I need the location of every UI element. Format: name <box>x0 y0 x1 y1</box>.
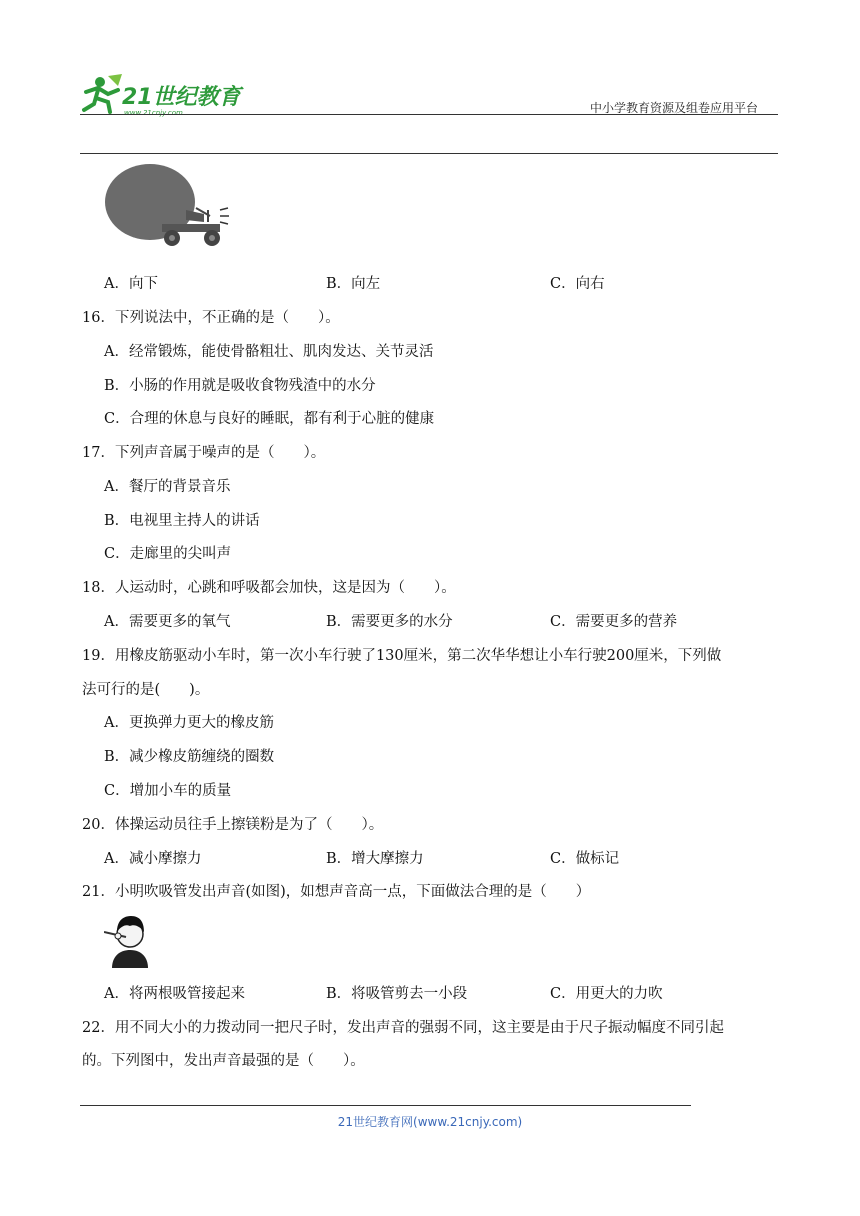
q19-stem-line1: 19．用橡皮筋驱动小车时，第一次小车行驶了130厘米，第二次华华想让小车行驶200厘米，下列做 <box>82 648 722 664</box>
q19-option-c: C．增加小车的质量 <box>104 783 232 799</box>
footer-link[interactable]: 21世纪教育网(www.21cnjy.com) <box>337 1115 523 1129</box>
q20-option-c: C．做标记 <box>550 851 620 867</box>
q15-option-c: C．向右 <box>550 276 605 292</box>
q19-option-b: B．减少橡皮筋缠绕的圈数 <box>104 749 275 765</box>
q16-option-b: B．小肠的作用就是吸收食物残渣中的水分 <box>104 378 376 394</box>
q17-option-b: B．电视里主持人的讲话 <box>104 513 260 529</box>
q16-option-a: A．经常锻炼，能使骨骼粗壮、肌肉发达、关节灵活 <box>104 344 434 360</box>
q21-option-a: A．将两根吸管接起来 <box>104 986 245 1002</box>
boy-blowing-straw-figure <box>104 910 156 968</box>
q20-option-a: A．减小摩擦力 <box>104 851 202 867</box>
q17-stem: 17．下列声音属于噪声的是（ ）。 <box>82 445 326 461</box>
content-top-rule <box>80 153 778 154</box>
q18-option-a: A．需要更多的氧气 <box>104 614 231 630</box>
q21-option-b: B．将吸管剪去一小段 <box>326 986 468 1002</box>
balloon-car-figure <box>100 158 235 258</box>
brand-name: 21世纪教育 <box>122 85 241 110</box>
brand-url: www.21cnjy.com <box>124 109 183 117</box>
q16-stem: 16．下列说法中，不正确的是（ ）。 <box>82 310 340 326</box>
q21-stem: 21．小明吹吸管发出声音(如图)，如想声音高一点，下面做法合理的是（ ） <box>82 884 591 900</box>
q19-stem-line2: 法可行的是( )。 <box>82 682 210 698</box>
q19-option-a: A．更换弹力更大的橡皮筋 <box>104 715 274 731</box>
q15-option-b: B．向左 <box>326 276 381 292</box>
q16-option-c: C．合理的休息与良好的睡眠，都有利于心脏的健康 <box>104 411 435 427</box>
brand-logo <box>78 70 248 120</box>
q15-option-a: A．向下 <box>104 276 158 292</box>
q17-option-c: C．走廊里的尖叫声 <box>104 546 232 562</box>
q22-stem-line1: 22．用不同大小的力拨动同一把尺子时，发出声音的强弱不同，这主要是由于尺子振动幅度不同引起 <box>82 1020 724 1036</box>
q18-option-b: B．需要更多的水分 <box>326 614 453 630</box>
q20-option-b: B．增大摩擦力 <box>326 851 424 867</box>
footer-rule <box>80 1105 691 1106</box>
q20-stem: 20．体操运动员往手上擦镁粉是为了（ ）。 <box>82 817 384 833</box>
q21-option-c: C．用更大的力吹 <box>550 986 663 1002</box>
q22-stem-line2: 的。下列图中，发出声音最强的是（ ）。 <box>82 1053 365 1069</box>
q18-stem: 18．人运动时，心跳和呼吸都会加快，这是因为（ ）。 <box>82 580 456 596</box>
q17-option-a: A．餐厅的背景音乐 <box>104 479 231 495</box>
platform-label: 中小学教育资源及组卷应用平台 <box>590 101 759 115</box>
header-rule <box>80 114 778 115</box>
q18-option-c: C．需要更多的营养 <box>550 614 678 630</box>
